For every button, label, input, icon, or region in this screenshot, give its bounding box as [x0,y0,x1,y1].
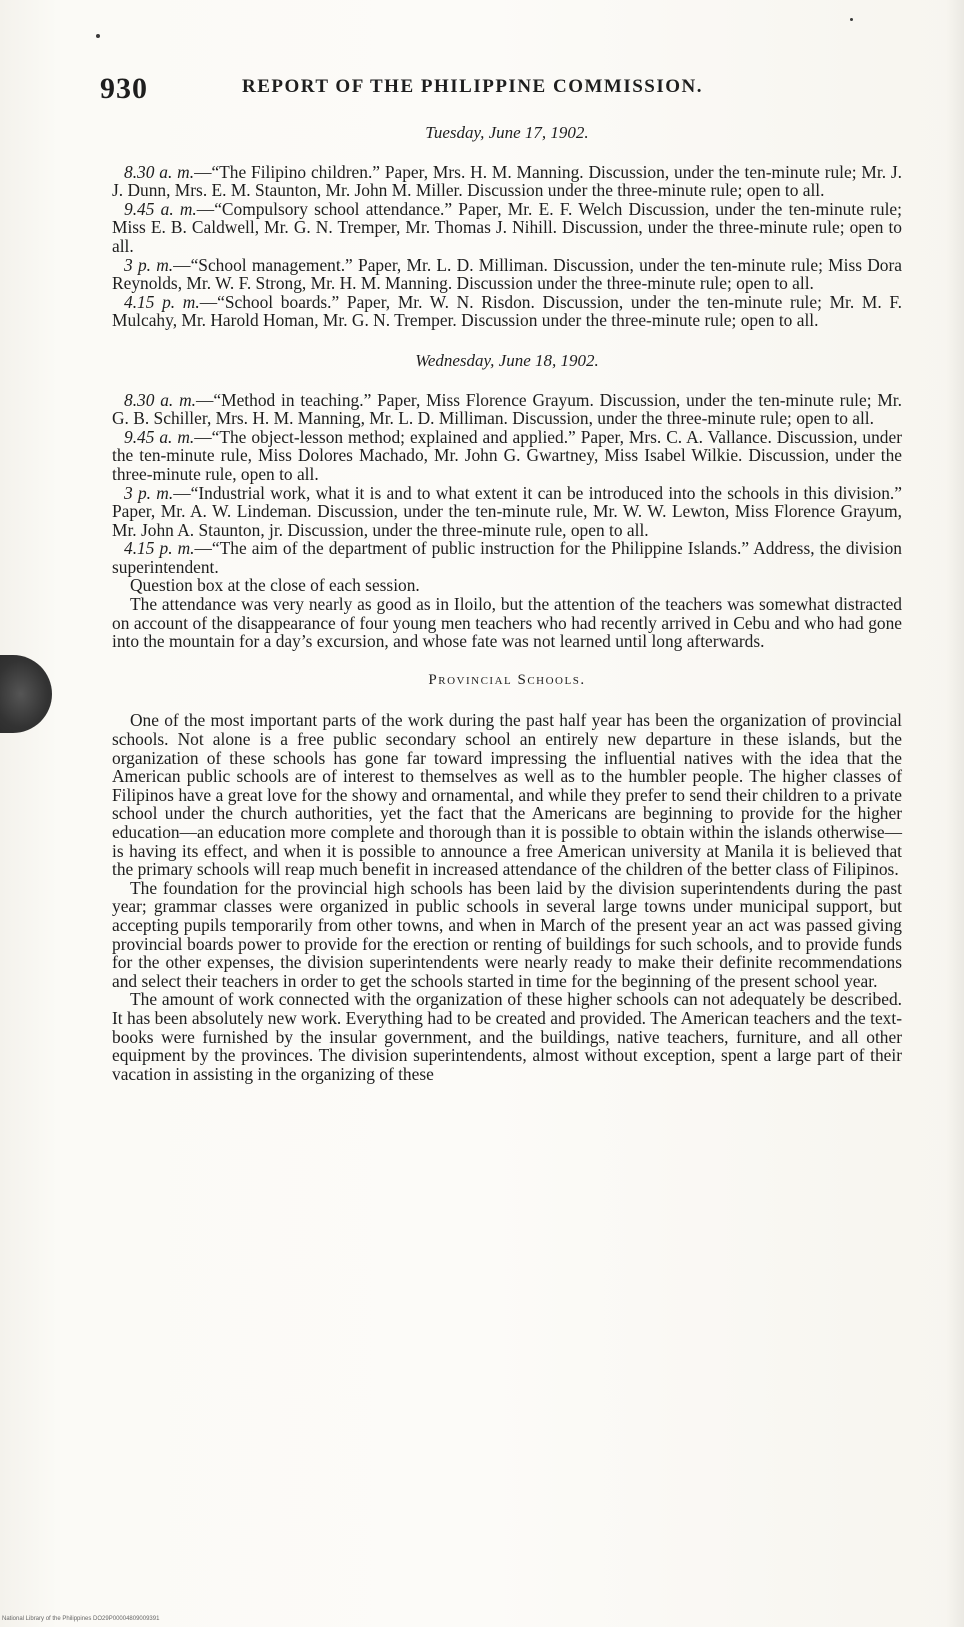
day-heading: Wednesday, June 18, 1902. [415,350,599,370]
page-body [112,120,902,1083]
program-entry [112,293,902,330]
program-entry [112,484,902,540]
body-paragraph: Question box at the close of each session. [130,575,420,596]
entry-time: 9.45 a. m. [124,426,195,447]
program-entry [112,428,902,484]
ink-speck [850,18,853,21]
entry-time: 4.15 p. m. [124,538,195,559]
entry-text: —“The aim of the department of public instruction for the Philippine Islands.” Address, the division superintendent. [112,538,902,577]
scan-footer-note: National Library of the Philippines DO29P00004809009391 [2,1616,160,1622]
entry-text: —“School boards.” Paper, Mr. W. N. Risdon. Discussion, under the ten-minute rule; Mr. M. F. Mulcahy, Mr. Harold Homan, Mr. G. N. Tremper. Discussion under the three-minute rule; open to all. [112,291,902,331]
entry-time: 9.45 a. m. [124,198,197,219]
running-title: REPORT OF THE PHILIPPINE COMMISSION. [242,76,704,97]
body-paragraph: The amount of work connected with the organization of these higher schools can not adequately be described. It has been absolutely new work. Everything had to be created and provided. The American teachers and the text-books were furnished by the insular government, and the buildings, native teachers, furniture, and all other equipment by the provinces. The division superintendents, almost without exception, spent a large part of their vacation in assisting in the organizing of these [112,989,902,1084]
page-header [100,72,890,112]
scanner-thumb-shadow [0,655,52,733]
day-heading: Tuesday, June 17, 1902. [425,123,589,142]
entry-time: 4.15 p. m. [124,291,200,312]
ink-speck [96,34,100,38]
page-number: 930 [100,72,148,105]
entry-text: —“The object-lesson method; explained and applied.” Paper, Mrs. C. A. Vallance. Discussion, under the ten-minute rule, Miss Dolores Machado, Mr. John G. Gwartney, Miss Isabel Wilkie. Discussion, under the three-minute rule, open to all. [112,426,902,484]
program-entry [112,200,902,256]
entry-time: 8.30 a. m. [124,389,196,410]
entry-text: —“Method in teaching.” Paper, Miss Florence Grayum. Discussion, under the ten-minute rule; Mr. G. B. Schiller, Mrs. H. M. Manning, Mr. L. D. Milliman. Discussion, under the three-minute rule; open to all. [112,389,902,429]
body-paragraph: The attendance was very nearly as good as in Iloilo, but the attention of the teachers was somewhat distracted on account of the disappearance of four young men teachers who had recently arrived in Cebu and who had gone into the mountain for a day’s excursion, and whose fate was not learned until long afterwards. [112,594,902,652]
body-paragraph: One of the most important parts of the work during the past half year has been the organization of provincial schools. Not alone is a free public secondary school an entirely new departure in these islands, but the organization of these schools has gone far toward impressing the influential natives with the idea that the American public schools are of interest to themselves as well as to the humbler people. The higher classes of Filipinos have a great love for the showy and ornamental, and while they prefer to send their children to a private school under the church authorities, yet the fact that the Americans are beginning to provide for the higher education—an education more complete and thorough than it is possible to obtain within the islands otherwise—is having its effect, and when it is possible to announce a free American university at Manila it is believed that the primary schools will reap much benefit in increased attendance of the children of the better class of Filipinos. [112,710,902,880]
program-entry [112,256,902,293]
entry-text: —“Compulsory school attendance.” Paper, Mr. E. F. Welch Discussion, under the ten-minute rule; Miss E. B. Caldwell, Mr. G. N. Tremper, Mr. Thomas J. Nihill. Discussion, under the three-minute rule; open to all. [112,198,902,256]
entry-text: —“The Filipino children.” Paper, Mrs. H. M. Manning. Discussion, under the ten-minute rule; Mr. J. J. Dunn, Mrs. E. M. Staunton, Mr. John M. Miller. Discussion under the three-minute rule; open to all. [112,161,902,201]
program-entry [112,163,902,200]
program-entry [112,539,902,576]
entry-time: 3 p. m. [124,254,174,275]
page-edge-shadow [946,0,964,1627]
section-heading: Provincial Schools. [428,671,586,688]
program-entry [112,391,902,428]
body-paragraph: The foundation for the provincial high schools has been laid by the division superintendents during the past year; grammar classes were organized in public schools in several large towns under municipal support, but accepting pupils temporarily from other towns, and when in March of the present year an act was passed giving provincial boards power to provide for the erection or renting of buildings for such schools, and to provide funds for the other expenses, the division superintendents were nearly ready to make their definite recommendations and select their teachers in order to get the schools started in time for the beginning of the present school year. [112,877,902,991]
entry-time: 3 p. m. [124,482,174,503]
entry-text: —“Industrial work, what it is and to what extent it can be introduced into the schools in this division.” Paper, Mr. A. W. Lindeman. Discussion, under the ten-minute rule, Mr. W. W. Lewton, Miss Florence Grayum, Mr. John A. Staunton, jr. Discussion, under the three-minute rule, open to all. [112,482,903,540]
entry-time: 8.30 a. m. [124,161,195,182]
entry-text: —“School management.” Paper, Mr. L. D. Milliman. Discussion, under the ten-minute rule; Miss Dora Reynolds, Mr. W. F. Strong, Mr. H. M. Manning. Discussion under the three-minute rule; open to all. [112,254,903,294]
